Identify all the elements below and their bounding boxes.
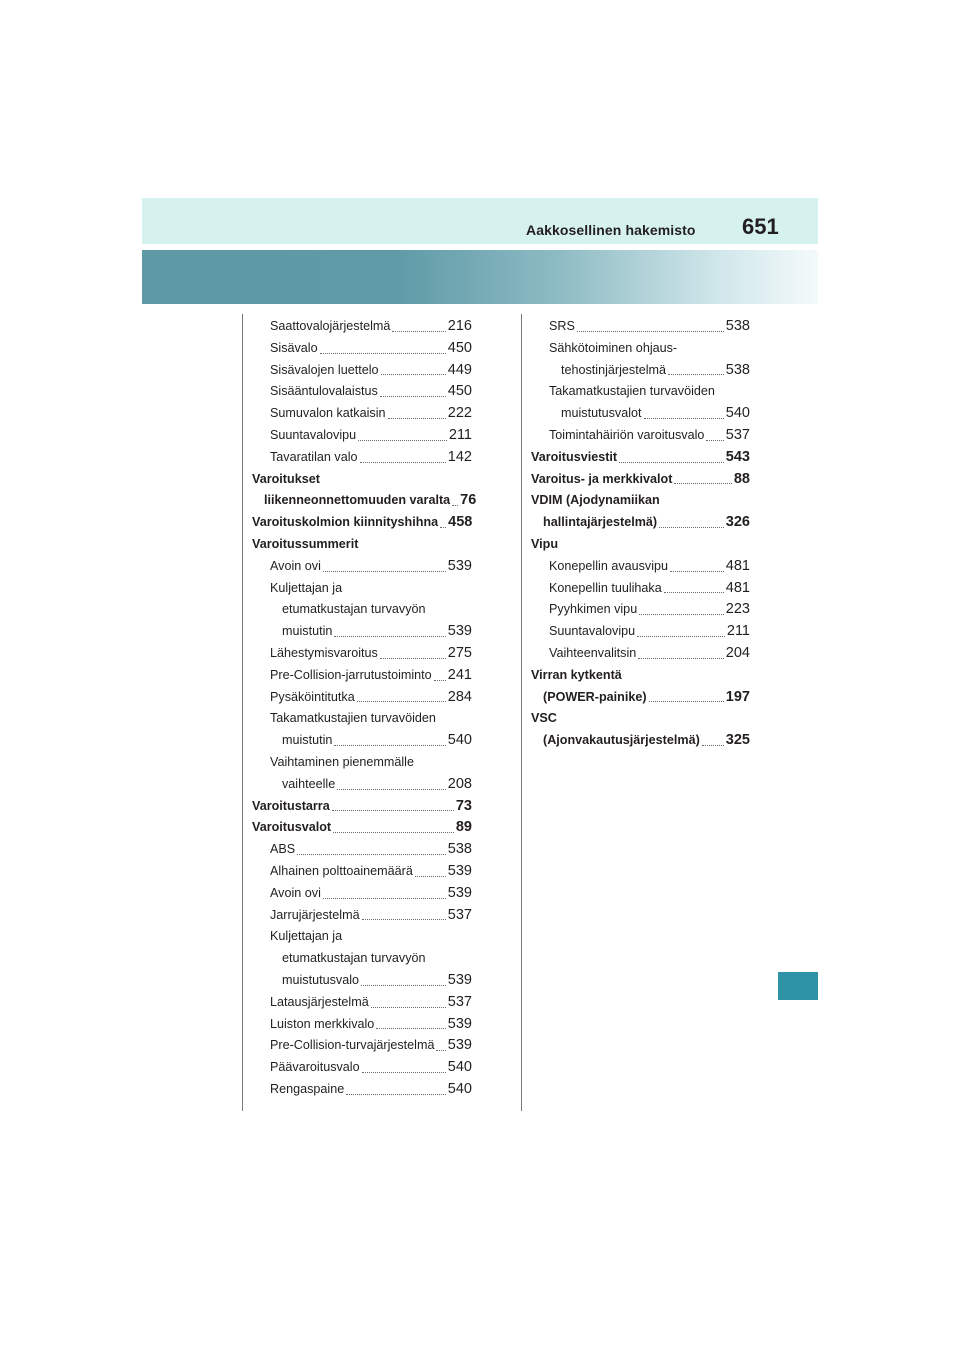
index-page-ref: 538 (447, 841, 472, 858)
index-entry (252, 381, 472, 403)
index-term: Sisävalo (270, 340, 318, 355)
index-entry (531, 490, 750, 512)
index-entry (531, 316, 750, 338)
index-term: (POWER-painike) (543, 689, 647, 704)
dot-leader (357, 700, 446, 702)
index-term: Latausjärjestelmä (270, 994, 369, 1009)
index-page-ref: 216 (447, 318, 472, 334)
dot-leader (415, 875, 446, 877)
index-term: (Ajonvakautusjärjestelmä) (543, 733, 700, 748)
dot-leader (639, 613, 724, 615)
dot-leader (371, 1006, 446, 1008)
index-entry (252, 970, 472, 992)
index-entry (531, 403, 750, 425)
index-term: Takamatkustajien turvavöiden (549, 384, 715, 399)
dot-leader (380, 657, 446, 659)
index-page-ref: 88 (733, 470, 750, 487)
index-term: Sisääntulovalaistus (270, 384, 378, 399)
index-entry (252, 556, 472, 578)
index-term: muistutin (282, 733, 333, 748)
index-entry (531, 512, 750, 534)
index-page-ref: 142 (447, 448, 472, 465)
index-entry (252, 665, 472, 687)
middle-column-rule (521, 314, 522, 1111)
index-entry (252, 796, 472, 818)
page-number: 651 (742, 214, 779, 239)
index-term: Avoin ovi (270, 558, 321, 573)
index-page-ref: 449 (447, 361, 472, 378)
dot-leader (440, 526, 446, 528)
index-term: Pre-Collision-jarrutustoiminto (270, 667, 432, 682)
dot-leader (346, 1093, 446, 1095)
index-term: Takamatkustajien turvavöiden (270, 711, 436, 726)
index-term: Rengaspaine (270, 1081, 345, 1096)
index-page-ref: 540 (447, 1080, 472, 1097)
index-page-ref: 325 (725, 732, 750, 749)
index-entry (531, 687, 750, 709)
index-page-ref: 539 (447, 971, 472, 988)
index-entry (252, 730, 472, 752)
index-entry (252, 926, 472, 948)
index-entry (252, 817, 472, 839)
index-page-ref: 539 (447, 884, 472, 901)
index-term: muistutin (282, 624, 333, 639)
index-entry (531, 469, 750, 491)
index-entry (252, 599, 472, 621)
dot-leader (323, 897, 446, 899)
index-term: Lähestymisvaroitus (270, 645, 378, 660)
index-entry (252, 1079, 472, 1101)
dot-leader (637, 635, 725, 637)
index-page-ref: 197 (725, 688, 750, 705)
dot-leader (434, 679, 446, 681)
index-term: Vaihteenvalitsin (549, 645, 637, 660)
index-term: Kuljettajan ja (270, 929, 343, 944)
index-entry (252, 534, 472, 556)
index-term: Pysäköintitutka (270, 689, 355, 704)
dot-leader (388, 417, 446, 419)
index-page-ref: 211 (448, 426, 472, 443)
index-entry (252, 621, 472, 643)
index-entry (252, 708, 472, 730)
index-page-ref: 222 (447, 405, 472, 422)
left-column-rule (242, 314, 243, 1111)
index-term: Vaihtaminen pienemmälle (270, 754, 414, 769)
dot-leader (664, 591, 724, 593)
index-page-ref: 211 (726, 623, 750, 640)
index-term: Saattovalojärjestelmä (270, 319, 391, 333)
index-entry (252, 447, 472, 469)
index-page-ref: 73 (455, 797, 472, 814)
index-entry (252, 360, 472, 382)
index-term: Alhainen polttoainemäärä (270, 863, 413, 878)
index-entry (252, 774, 472, 796)
index-entry (252, 1014, 472, 1036)
dot-leader (334, 635, 445, 637)
index-page-ref: 537 (725, 426, 750, 443)
index-term: Varoitusviestit (531, 449, 618, 464)
dot-leader (337, 788, 446, 790)
index-entry (252, 839, 472, 861)
index-entry (252, 1035, 472, 1057)
index-entry (531, 665, 750, 687)
index-entry (531, 599, 750, 621)
index-term: Varoituskolmion kiinnityshihna (252, 515, 439, 530)
index-term: Päävaroitusvalo (270, 1060, 360, 1075)
index-page-ref: 537 (447, 993, 472, 1010)
dot-leader (659, 526, 724, 528)
chapter-side-tab (778, 972, 818, 1000)
dot-leader (668, 373, 724, 375)
dot-leader (297, 853, 446, 855)
index-entry (252, 905, 472, 927)
header-title: Aakkosellinen hakemisto (526, 222, 696, 238)
dot-leader (674, 482, 731, 484)
dot-leader (333, 831, 454, 833)
index-term: hallintajärjestelmä) (543, 515, 658, 530)
index-term: Konepellin tuulihaka (549, 580, 662, 595)
index-term: muistutusvalo (282, 972, 359, 987)
dot-leader (380, 395, 446, 397)
index-term: Suuntavalovipu (270, 427, 357, 442)
dot-leader (323, 570, 446, 572)
index-term: Varoitus- ja merkkivalot (531, 471, 673, 486)
index-page-ref: 450 (447, 339, 472, 356)
index-entry (531, 338, 750, 360)
index-page-ref: 538 (725, 318, 750, 334)
dot-leader (649, 700, 724, 702)
index-entry (252, 512, 472, 534)
index-page-ref: 543 (725, 448, 750, 465)
index-term: Luiston merkkivalo (270, 1016, 375, 1031)
index-page-ref: 540 (447, 1059, 472, 1076)
dot-leader (706, 439, 723, 441)
dot-leader (362, 918, 446, 920)
dot-leader (332, 809, 454, 811)
index-page-ref: 76 (460, 492, 477, 509)
dot-leader (360, 461, 446, 463)
index-term: Virran kytkentä (531, 667, 622, 682)
dot-leader (376, 1027, 446, 1029)
index-column-left (252, 316, 477, 1101)
index-entry (252, 578, 472, 600)
index-page-ref: 540 (725, 405, 750, 422)
section-gradient-band (142, 250, 818, 304)
index-term: Sähkötoiminen ohjaus- (549, 340, 678, 355)
index-term: etumatkustajan turvavyön (282, 951, 426, 966)
index-term: Tavaratilan valo (270, 449, 358, 464)
index-term: VDIM (Ajodynamiikan (531, 493, 660, 508)
index-page-ref: 539 (447, 1037, 472, 1054)
index-page-ref: 539 (447, 557, 472, 574)
index-entry (531, 708, 750, 730)
index-page-ref: 540 (447, 732, 472, 749)
index-page-ref: 481 (725, 557, 750, 574)
dot-leader (577, 330, 724, 332)
index-term: etumatkustajan turvavyön (282, 602, 426, 617)
index-term: Sisävalojen luettelo (270, 362, 379, 377)
index-entry (252, 687, 472, 709)
dot-leader (334, 744, 445, 746)
index-page-ref: 450 (447, 383, 472, 400)
header-band (142, 198, 818, 244)
index-entry (531, 447, 750, 469)
index-term: Pyyhkimen vipu (549, 602, 638, 617)
index-page-ref: 204 (725, 644, 750, 661)
dot-leader (619, 461, 724, 463)
index-entry (252, 316, 472, 338)
index-page-ref: 481 (725, 579, 750, 596)
index-entry (252, 490, 477, 512)
index-term: Pre-Collision-turvajärjestelmä (270, 1038, 435, 1053)
index-page-ref: 208 (447, 775, 472, 792)
dot-leader (392, 330, 445, 332)
index-term: Varoitukset (252, 471, 320, 486)
index-page-ref: 538 (725, 361, 750, 378)
index-term: Vipu (531, 536, 559, 551)
index-term: Suuntavalovipu (549, 624, 636, 639)
index-entry (252, 403, 472, 425)
index-entry (531, 360, 750, 382)
index-page-ref: 284 (447, 688, 472, 705)
index-entry (252, 338, 472, 360)
index-term: vaihteelle (282, 776, 336, 791)
dot-leader (644, 417, 724, 419)
dot-leader (358, 439, 447, 441)
index-entry (531, 381, 750, 403)
index-entry (252, 469, 472, 491)
index-entry (252, 752, 472, 774)
index-term: Kuljettajan ja (270, 580, 343, 595)
index-term: SRS (549, 319, 575, 333)
index-entry (531, 425, 750, 447)
index-page-ref: 326 (725, 514, 750, 531)
index-column-right (531, 316, 750, 752)
index-term: ABS (270, 842, 296, 857)
dot-leader (362, 1071, 446, 1073)
index-entry (531, 556, 750, 578)
index-term: Konepellin avausvipu (549, 558, 669, 573)
index-page-ref: 241 (447, 666, 472, 683)
index-entry (531, 578, 750, 600)
index-page-ref: 89 (455, 819, 472, 836)
index-entry (252, 861, 472, 883)
index-entry (531, 643, 750, 665)
index-term: tehostinjärjestelmä (561, 362, 666, 377)
index-entry (252, 948, 472, 970)
index-term: Toimintahäiriön varoitusvalo (549, 427, 705, 442)
index-term: Varoitussummerit (252, 536, 359, 551)
index-term: muistutusvalot (561, 406, 642, 421)
index-entry (252, 883, 472, 905)
index-term: Varoitusvalot (252, 820, 332, 835)
index-entry (252, 1057, 472, 1079)
index-term: Avoin ovi (270, 885, 321, 900)
index-page-ref: 539 (447, 862, 472, 879)
index-term: liikenneonnettomuuden varalta (264, 493, 451, 508)
index-entry (252, 643, 472, 665)
index-page-ref: 223 (725, 601, 750, 618)
index-entry (531, 534, 750, 556)
index-page-ref: 537 (447, 906, 472, 923)
index-entry (531, 730, 750, 752)
dot-leader (320, 352, 446, 354)
index-entry (252, 425, 472, 447)
dot-leader (702, 744, 724, 746)
index-page-ref: 539 (447, 1015, 472, 1032)
index-entry (252, 992, 472, 1014)
index-term: Sumuvalon katkaisin (270, 406, 386, 421)
dot-leader (381, 373, 446, 375)
dot-leader (436, 1049, 445, 1051)
index-term: Varoitustarra (252, 798, 330, 813)
index-entry (531, 621, 750, 643)
index-page-ref: 539 (447, 623, 472, 640)
dot-leader (670, 570, 724, 572)
dot-leader (452, 504, 458, 506)
index-page-ref: 275 (447, 644, 472, 661)
dot-leader (638, 657, 724, 659)
dot-leader (361, 984, 446, 986)
index-page-ref: 458 (448, 514, 473, 531)
index-term: Jarrujärjestelmä (270, 907, 360, 922)
index-term: VSC (531, 711, 557, 726)
